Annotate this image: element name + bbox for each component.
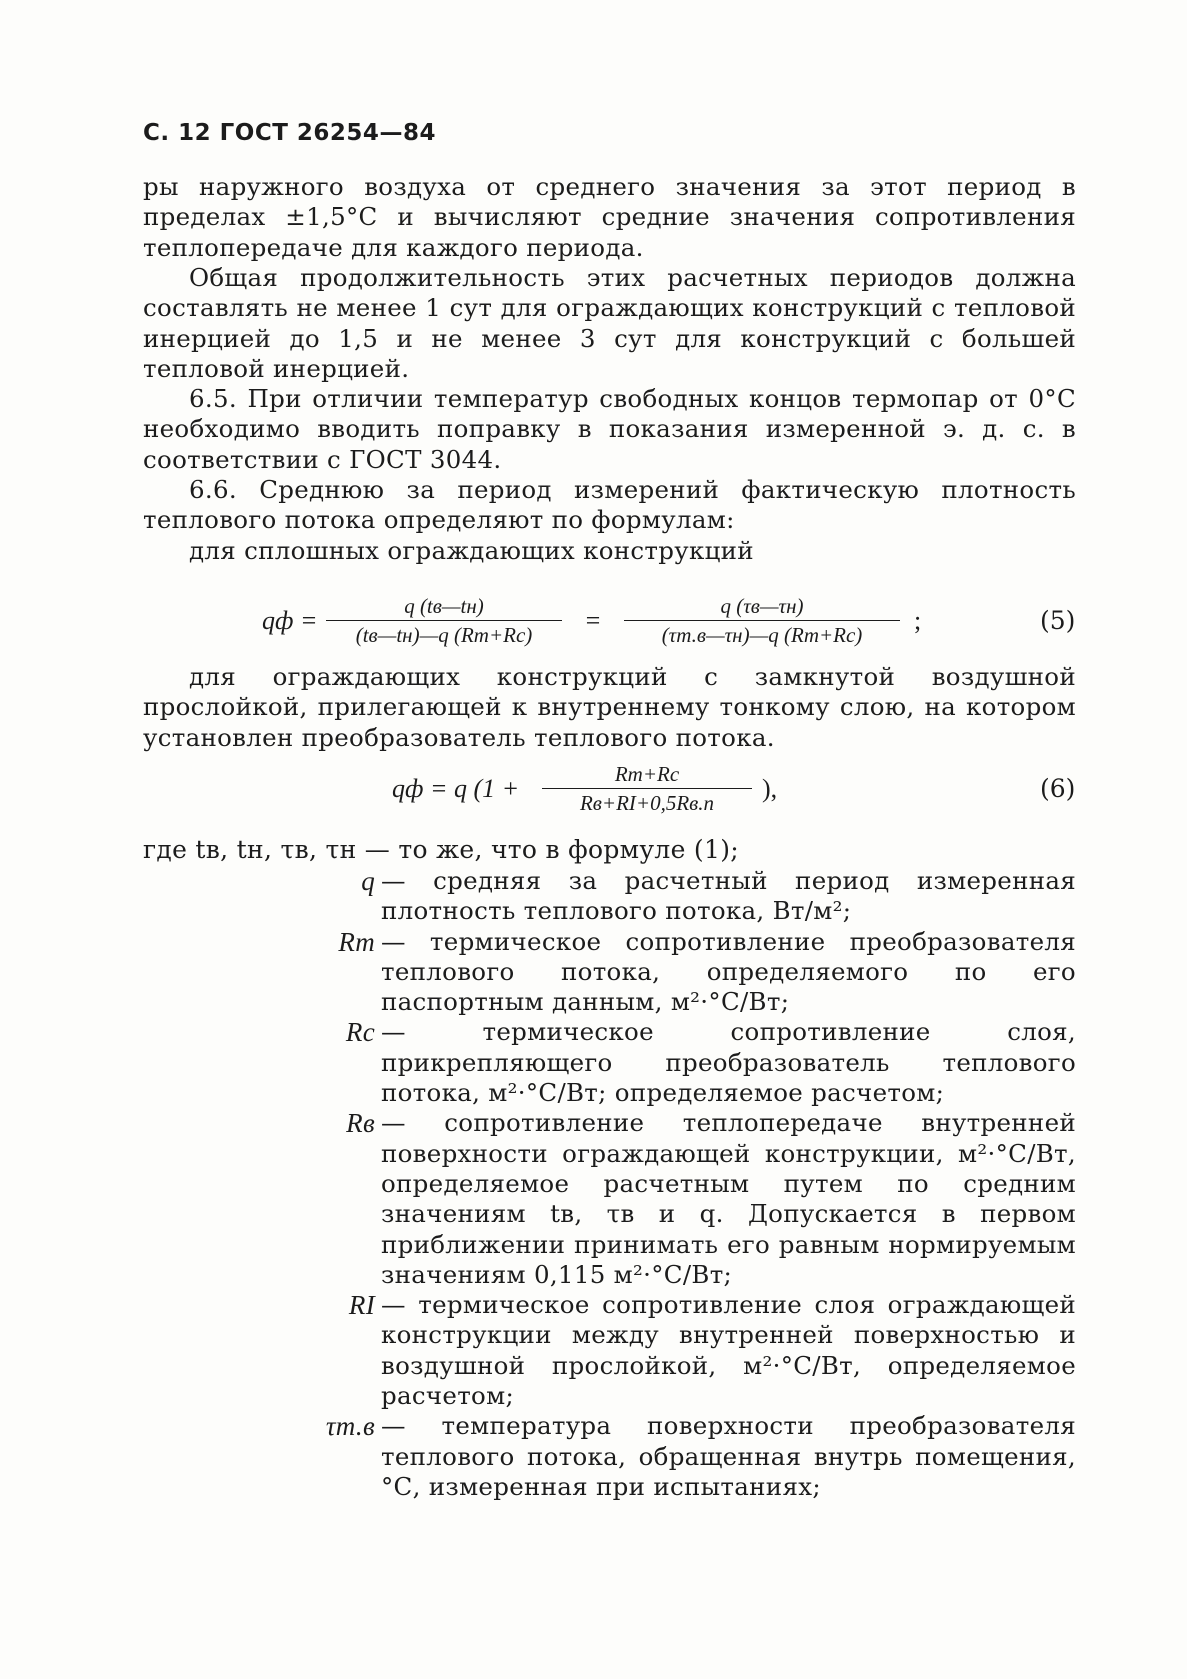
fraction-bar	[326, 620, 562, 621]
fraction-bar	[624, 620, 900, 621]
formula-5-fraction-1-numerator: q (tв—tн)	[404, 594, 484, 618]
definition-rc	[143, 1017, 1076, 1108]
definition-text: — температура поверхности преобразователя теплового потока, обращенная внутрь помещения, °С, измеренная при испытаниях;	[381, 1411, 1076, 1501]
formula-6-tail: ),	[762, 774, 778, 803]
definition-symbol: Rв	[346, 1108, 375, 1139]
definitions-list	[143, 866, 1076, 1502]
definition-rt	[143, 927, 1076, 1018]
definition-symbol: Rс	[345, 1017, 375, 1048]
formula-5-fraction-2	[624, 594, 900, 647]
formula-5-fraction-2-numerator: q (τв—τн)	[720, 594, 804, 618]
definition-symbol: RI	[348, 1290, 375, 1321]
paragraph-6-6: 6.6. Среднюю за период измерений фактическую плотность теплового потока определяют по формулам:	[143, 475, 1076, 535]
where-line: где tв, tн, τв, τн — то же, что в формуле (1);	[143, 835, 739, 864]
formula-5-number: (5)	[1040, 606, 1076, 635]
definition-q	[143, 866, 1076, 927]
definition-text: — термическое сопротивление слоя ограждающей конструкции между внутренней поверхностью и воздушной прослойкой, м²·°С/Вт, определяемое расчетом;	[381, 1290, 1076, 1411]
paragraph-6-5: 6.5. При отличии температур свободных концов термопар от 0°С необходимо вводить поправку в показания измеренной э. д. с. в соответствии с ГОСТ 3044.	[143, 384, 1076, 474]
formula-5-equals: =	[584, 606, 602, 635]
definition-text: — термическое сопротивление преобразователя теплового потока, определяемого по его паспортным данным, м²·°С/Вт;	[381, 926, 1076, 1017]
paragraph-solid-structures: для сплошных ограждающих конструкций	[189, 536, 754, 565]
definition-symbol: q	[361, 866, 375, 896]
page-header: С. 12 ГОСТ 26254—84	[143, 120, 436, 146]
formula-6	[0, 758, 1187, 828]
formula-5	[0, 590, 1187, 660]
formula-6-lhs: qф = q (1 +	[392, 774, 520, 803]
definition-text: — термическое сопротивление слоя, прикрепляющего преобразователь теплового потока, м²·°С/Вт; определяемое расчетом;	[381, 1017, 1076, 1108]
formula-5-lhs: qф =	[262, 606, 318, 635]
formula-6-number: (6)	[1040, 774, 1076, 803]
formula-5-fraction-2-denominator: (τт.в—τн)—q (Rт+Rс)	[661, 623, 863, 647]
formula-5-fraction-1	[326, 594, 562, 647]
formula-5-fraction-1-denominator: (tв—tн)—q (Rт+Rс)	[355, 623, 533, 647]
definition-symbol: τт.в	[325, 1411, 375, 1442]
formula-6-fraction-numerator: Rт+Rс	[614, 762, 680, 786]
definition-text: — сопротивление теплопередаче внутренней поверхности ограждающей конструкции, м²·°С/Вт, определяемое расчетным путем по средним значениям tв, τв и q. Допускается в первом приближении принимать его равным нормируемым значениям 0,115 м²·°С/Вт;	[381, 1108, 1076, 1289]
fraction-bar	[542, 788, 752, 789]
paragraph-duration: Общая продолжительность этих расчетных периодов должна составлять не менее 1 сут для ограждающих конструкций с тепловой инерцией до 1,5 и не менее 3 сут для конструкций с большей тепловой инерцией.	[143, 263, 1076, 383]
definition-tau-tv	[143, 1411, 1076, 1502]
paragraph-continuation: ры наружного воздуха от среднего значения за этот период в пределах ±1,5°С и вычисляют средние значения сопротивления теплопередаче для каждого периода.	[143, 172, 1076, 262]
definition-rv	[143, 1108, 1076, 1290]
definition-ri	[143, 1290, 1076, 1411]
formula-5-semicolon: ;	[914, 606, 922, 635]
definition-symbol: Rт	[338, 926, 375, 957]
definition-text: — средняя за расчетный период измеренная плотность теплового потока, Вт/м²;	[381, 866, 1076, 926]
formula-6-fraction	[542, 762, 752, 815]
paragraph-air-gap-structures: для ограждающих конструкций с замкнутой воздушной прослойкой, прилегающей к внутреннему тонкому слою, на котором установлен преобразователь теплового потока.	[143, 662, 1076, 752]
formula-6-fraction-denominator: Rв+RI+0,5Rв.п	[579, 791, 715, 815]
